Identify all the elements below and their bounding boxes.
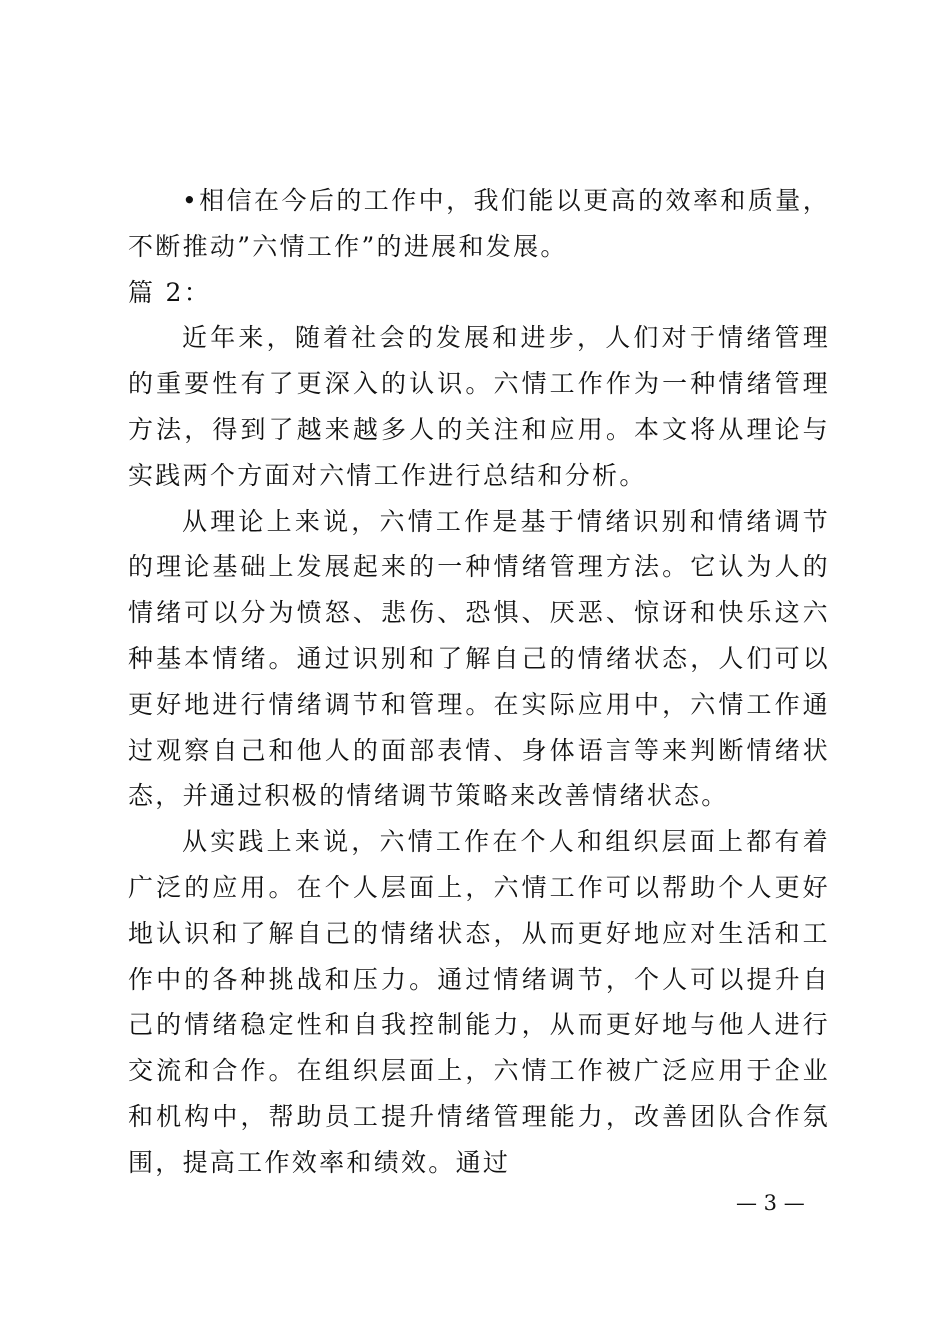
paragraph-closing-bullet: •相信在今后的工作中，我们能以更高的效率和质量，不断推动”六情工作”的进展和发展。 [128,186,830,261]
section-heading: 篇 2： [128,277,212,307]
paragraph-theory: 从理论上来说，六情工作是基于情绪识别和情绪调节的理论基础上发展起来的一种情绪管理方法。它认为人的情绪可以分为愤怒、悲伤、恐惧、厌恶、惊讶和快乐这六种基本情绪。通过识别和了解自己的情绪状态，人们可以更好地进行情绪调节和管理。在实际应用中，六情工作通过观察自己和他人的面部表情、身体语言等来判断情绪状态，并通过积极的情绪调节策略来改善情绪状态。 [128,506,830,811]
page-number: — 3 — [736,1191,805,1215]
paragraph-introduction: 近年来，随着社会的发展和进步，人们对于情绪管理的重要性有了更深入的认识。六情工作作为一种情绪管理方法，得到了越来越多人的关注和应用。本文将从理论与实践两个方面对六情工作进行总结和分析。 [128,323,830,490]
document-body [128,178,830,1186]
paragraph-practice: 从实践上来说，六情工作在个人和组织层面上都有着广泛的应用。在个人层面上，六情工作可以帮助个人更好地认识和了解自己的情绪状态，从而更好地应对生活和工作中的各种挑战和压力。通过情绪调节，个人可以提升自己的情绪稳定性和自我控制能力，从而更好地与他人进行交流和合作。在组织层面上，六情工作被广泛应用于企业和机构中，帮助员工提升情绪管理能力，改善团队合作氛围，提高工作效率和绩效。通过 [128,827,830,1177]
